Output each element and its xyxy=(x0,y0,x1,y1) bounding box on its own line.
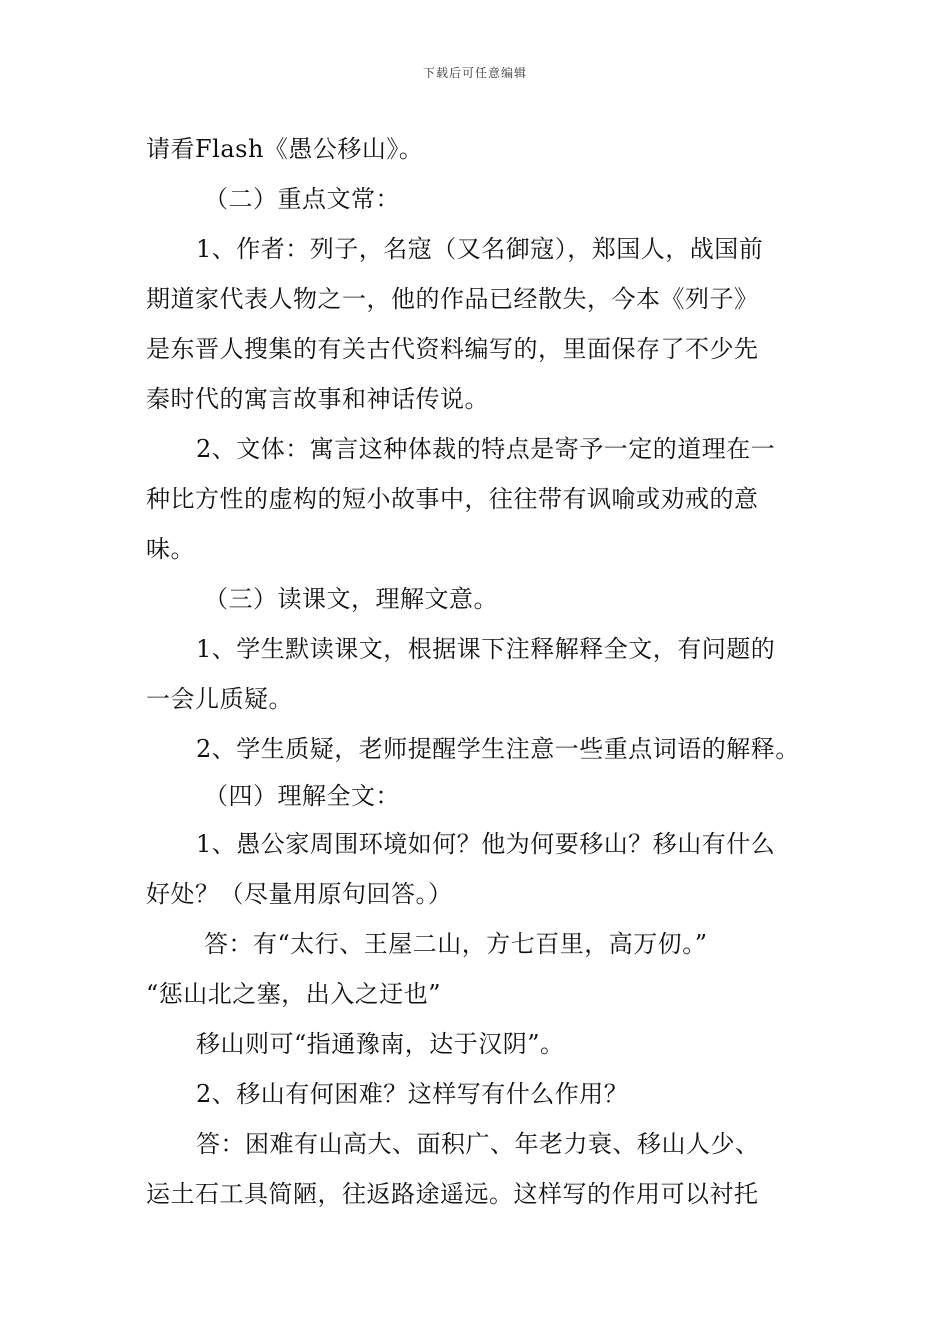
section-heading: （三）读课文，理解文意。 xyxy=(204,585,498,613)
section-heading: （二）重点文常： xyxy=(204,185,400,213)
paragraph-line: 一会儿质疑。 xyxy=(146,685,293,713)
section-heading: （四）理解全文： xyxy=(204,782,400,810)
paragraph-line: 2、学生质疑，老师提醒学生注意一些重点词语的解释。 xyxy=(196,735,800,763)
answer-line: 运土石工具简陋，往返路途遥远。这样写的作用可以衬托 xyxy=(146,1180,759,1208)
answer-line: 答：有“太行、王屋二山，方七百里，高万仞。” xyxy=(204,930,708,958)
paragraph-line: 味。 xyxy=(146,535,195,563)
paragraph-line: 秦时代的寓言故事和神话传说。 xyxy=(146,385,489,413)
paragraph-line: 种比方性的虚构的短小故事中，往往带有讽喻或劝戒的意 xyxy=(146,485,759,513)
paragraph-line: 1、愚公家周围环境如何？他为何要移山？移山有什么 xyxy=(196,830,776,858)
paragraph-line: 是东晋人搜集的有关古代资料编写的，里面保存了不少先 xyxy=(146,335,759,363)
answer-line: 移山则可“指通豫南，达于汉阴”。 xyxy=(196,1030,565,1058)
paragraph-line: 好处？（尽量用原句回答。） xyxy=(146,880,453,908)
paragraph-line: 2、文体：寓言这种体裁的特点是寄予一定的道理在一 xyxy=(196,435,776,463)
paragraph-line: 2、移山有何困难？这样写有什么作用？ xyxy=(196,1080,629,1108)
answer-line: “惩山北之塞，出入之迂也” xyxy=(146,980,442,1008)
paragraph-line: 1、作者：列子，名寇（又名御寇），郑国人，战国前 xyxy=(196,235,764,263)
paragraph-line: 请看Flash《愚公移山》。 xyxy=(146,135,424,163)
paragraph-line: 期道家代表人物之一，他的作品已经散失，今本《列子》 xyxy=(146,285,759,313)
paragraph-line: 1、学生默读课文，根据课下注释解释全文，有问题的 xyxy=(196,635,776,663)
page-header: 下载后可任意编辑 xyxy=(422,66,527,80)
document-body xyxy=(146,124,812,1219)
answer-line: 答：困难有山高大、面积广、年老力衰、移山人少、 xyxy=(196,1130,760,1158)
